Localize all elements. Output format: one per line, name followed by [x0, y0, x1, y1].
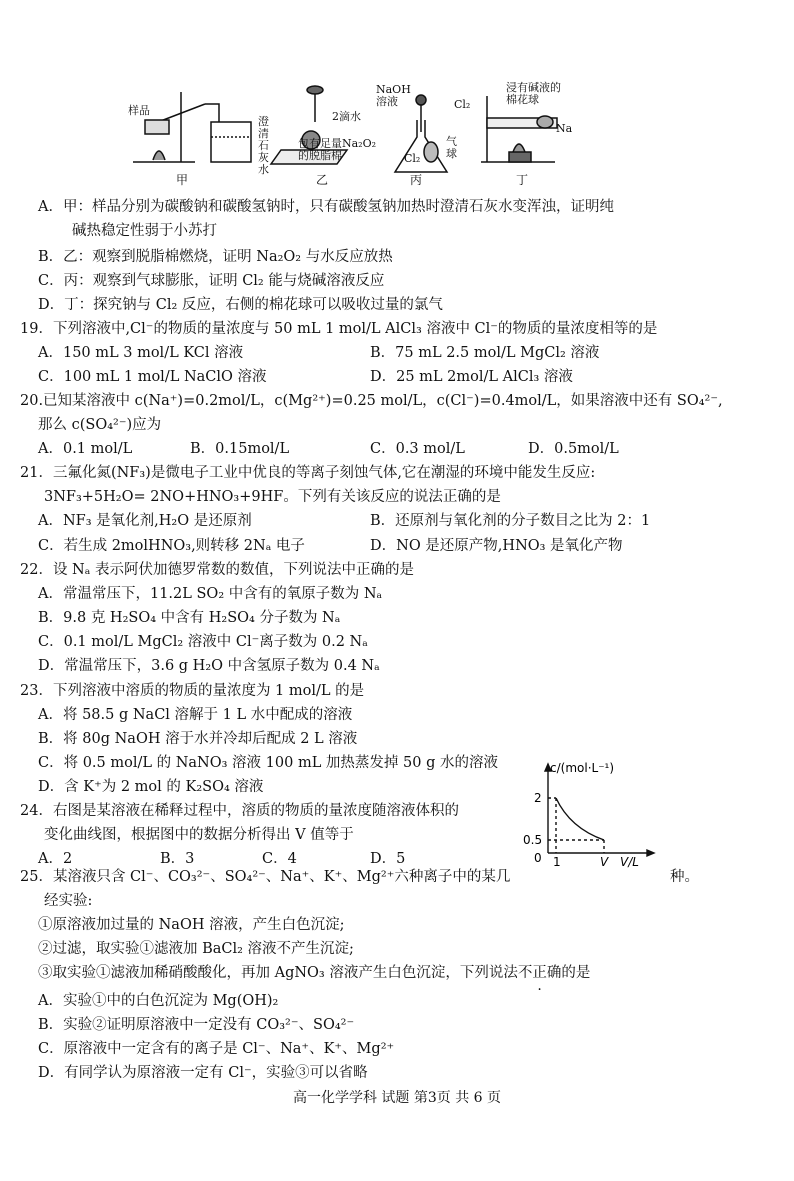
q21-option-b: B．还原剂与氧化剂的分子数目之比为 2：1 — [370, 513, 651, 529]
q25-option-b: B．实验②证明原溶液中一定没有 CO₃²⁻、SO₄²⁻ — [38, 1017, 355, 1033]
q21-stem-line1: 21．三氟化氮(NF₃)是微电子工业中优良的等离子刻蚀气体,它在潮湿的环境中能发生反应: — [20, 465, 596, 481]
graph-xtick-v: V — [600, 855, 609, 868]
q25-step-3 — [38, 962, 590, 984]
q18-option-c: C．丙：观察到气球膨胀，证明 Cl₂ 能与烧碱溶液反应 — [38, 273, 385, 289]
q24-option-c: C．4 — [262, 851, 297, 867]
dilution-graph — [520, 758, 660, 868]
fig-ding-caption: 丁 — [516, 173, 529, 187]
q25-step-3-pre: ③取实验①滤液加稀硝酸酸化，再加 AgNO₃ 溶液产生白色沉淀，下列说法 — [38, 965, 518, 981]
apparatus-jia — [133, 92, 251, 162]
graph-x-arrow — [647, 850, 654, 856]
q18-option-a-line2: 碱热稳定性弱于小苏打 — [72, 223, 217, 239]
q25-stem-line1: 25．某溶液只含 Cl⁻、CO₃²⁻、SO₄²⁻、Na⁺、K⁺、Mg²⁺六种离子中的某几 — [20, 869, 511, 885]
q19-option-a: A．150 mL 3 mol/L KCl 溶液 — [38, 345, 244, 361]
q18-option-b: B．乙：观察到脱脂棉燃烧，证明 Na₂O₂ 与水反应放热 — [38, 249, 393, 265]
q22-option-d: D．常温常压下，3.6 g H₂O 中含氢原子数为 0.4 Nₐ — [38, 658, 380, 674]
fig-yi-cotton-label: 包有足量Na₂O₂的脱脂棉 — [298, 137, 377, 162]
q23-option-b: B．将 80g NaOH 溶于水并冷却后配成 2 L 溶液 — [38, 731, 358, 747]
q23-option-c: C．将 0.5 mol/L 的 NaNO₃ 溶液 100 mL 加热蒸发掉 50 g 水的溶液 — [38, 755, 498, 771]
q23-option-a: A．将 58.5 g NaCl 溶解于 1 L 水中配成的溶液 — [38, 707, 353, 723]
q25-option-a: A．实验①中的白色沉淀为 Mg(OH)₂ — [38, 993, 279, 1009]
fig-bing-balloon-label: 气球 — [446, 135, 457, 160]
fig-yi-caption: 乙 — [316, 173, 329, 187]
page-footer: 高一化学学科 试题 第3页 共 6 页 — [292, 1090, 502, 1106]
q25-step-3-post: 的是 — [561, 965, 591, 981]
graph-origin: 0 — [534, 851, 542, 865]
q21-stem-line2: 3NF₃+5H₂O= 2NO+HNO₃+9HF。下列有关该反应的说法正确的是 — [44, 489, 501, 505]
graph-curve — [556, 798, 604, 840]
q21-option-d: D．NO 是还原产物,HNO₃ 是氧化产物 — [370, 538, 623, 554]
q25-stem-line1-tail: 种。 — [670, 869, 699, 885]
graph-xtick-1: 1 — [553, 855, 561, 868]
graph-ytick-05: 0.5 — [523, 833, 543, 847]
q21-option-c: C．若生成 2molHNO₃,则转移 2Nₐ 电子 — [38, 538, 305, 554]
q25-step-3-emphasis: 不正确 — [517, 965, 562, 981]
q22-option-b: B．9.8 克 H₂SO₄ 中含有 H₂SO₄ 分子数为 Nₐ — [38, 610, 341, 626]
q24-option-b: B．3 — [160, 851, 195, 867]
q23-stem: 23．下列溶液中溶质的物质的量浓度为 1 mol/L 的是 — [20, 683, 365, 699]
q20-option-d: D．0.5mol/L — [528, 441, 619, 457]
fig-jia-caption: 甲 — [176, 173, 189, 187]
fig-bing-caption: 丙 — [410, 173, 423, 187]
q21-option-a: A．NF₃ 是氧化剂,H₂O 是还原剂 — [38, 513, 252, 529]
q25-option-c: C．原溶液中一定含有的离子是 Cl⁻、Na⁺、K⁺、Mg²⁺ — [38, 1041, 395, 1057]
fig-ding-na-label: Na — [556, 122, 573, 135]
fig-yi-drop-label: 2滴水 — [332, 110, 361, 123]
q20-option-b: B．0.15mol/L — [190, 441, 290, 457]
q24-stem-line2: 变化曲线图，根据图中的数据分析得出 V 值等于 — [44, 827, 354, 843]
fig-bing-cl2-label: Cl₂ — [404, 152, 421, 165]
q25-option-d: D．有同学认为原溶液一定有 Cl⁻，实验③可以省略 — [38, 1065, 368, 1081]
q18-option-d: D．丁：探究钠与 Cl₂ 反应，右侧的棉花球可以吸收过量的氯气 — [38, 297, 443, 313]
q22-stem: 22．设 Nₐ 表示阿伏加德罗常数的数值，下列说法中正确的是 — [20, 562, 414, 578]
q24-option-a: A．2 — [38, 851, 73, 867]
q25-step-1: ①原溶液加过量的 NaOH 溶液，产生白色沉淀; — [38, 917, 345, 933]
q25-step-2: ②过滤，取实验①滤液加 BaCl₂ 溶液不产生沉淀; — [38, 941, 354, 957]
q19-option-d: D．25 mL 2mol/L AlCl₃ 溶液 — [370, 369, 573, 385]
graph-ytick-2: 2 — [534, 791, 542, 805]
fig-ding-cl2-label: Cl₂ — [454, 98, 471, 111]
graph-ylabel: c/(mol·L⁻¹) — [550, 761, 615, 775]
q20-stem-line1: 20.已知某溶液中 c(Na⁺)=0.2mol/L，c(Mg²⁺)=0.25 mol/L，c(Cl⁻)=0.4mol/L，如果溶液中还有 SO₄²⁻, — [20, 393, 723, 409]
fig-jia-sample-label: 样品 — [128, 104, 150, 117]
q24-option-d: D．5 — [370, 851, 406, 867]
q18-option-a-line1: A．甲：样品分别为碳酸钠和碳酸氢钠时，只有碳酸氢钠加热时澄清石灰水变浑浊，证明纯 — [38, 199, 614, 215]
q25-stem-line2: 经实验: — [44, 893, 93, 909]
q19-option-c: C．100 mL 1 mol/L NaClO 溶液 — [38, 369, 267, 385]
q24-stem-line1: 24．右图是某溶液在稀释过程中，溶质的物质的量浓度随溶液体积的 — [20, 803, 459, 819]
q22-option-a: A．常温常压下，11.2L SO₂ 中含有的氧原子数为 Nₐ — [38, 586, 383, 602]
q20-stem-line2: 那么 c(SO₄²⁻)应为 — [38, 417, 162, 433]
q20-option-c: C．0.3 mol/L — [370, 441, 465, 457]
q23-option-d: D．含 K⁺为 2 mol 的 K₂SO₄ 溶液 — [38, 779, 264, 795]
fig-bing-naoh-label: NaOH溶液 — [376, 83, 411, 108]
q19-option-b: B．75 mL 2.5 mol/L MgCl₂ 溶液 — [370, 345, 600, 361]
fig-ding-top-label: 浸有碱液的棉花球 — [506, 81, 561, 106]
fig-jia-side-label: 澄清石灰水 — [258, 115, 269, 176]
q20-option-a: A．0.1 mol/L — [38, 441, 133, 457]
q22-option-c: C．0.1 mol/L MgCl₂ 溶液中 Cl⁻离子数为 0.2 Nₐ — [38, 634, 368, 650]
graph-xlabel: V/L — [620, 855, 639, 868]
q19-stem: 19．下列溶液中,Cl⁻的物质的量浓度与 50 mL 1 mol/L AlCl₃ 溶液中 Cl⁻的物质的量浓度相等的是 — [20, 321, 658, 337]
